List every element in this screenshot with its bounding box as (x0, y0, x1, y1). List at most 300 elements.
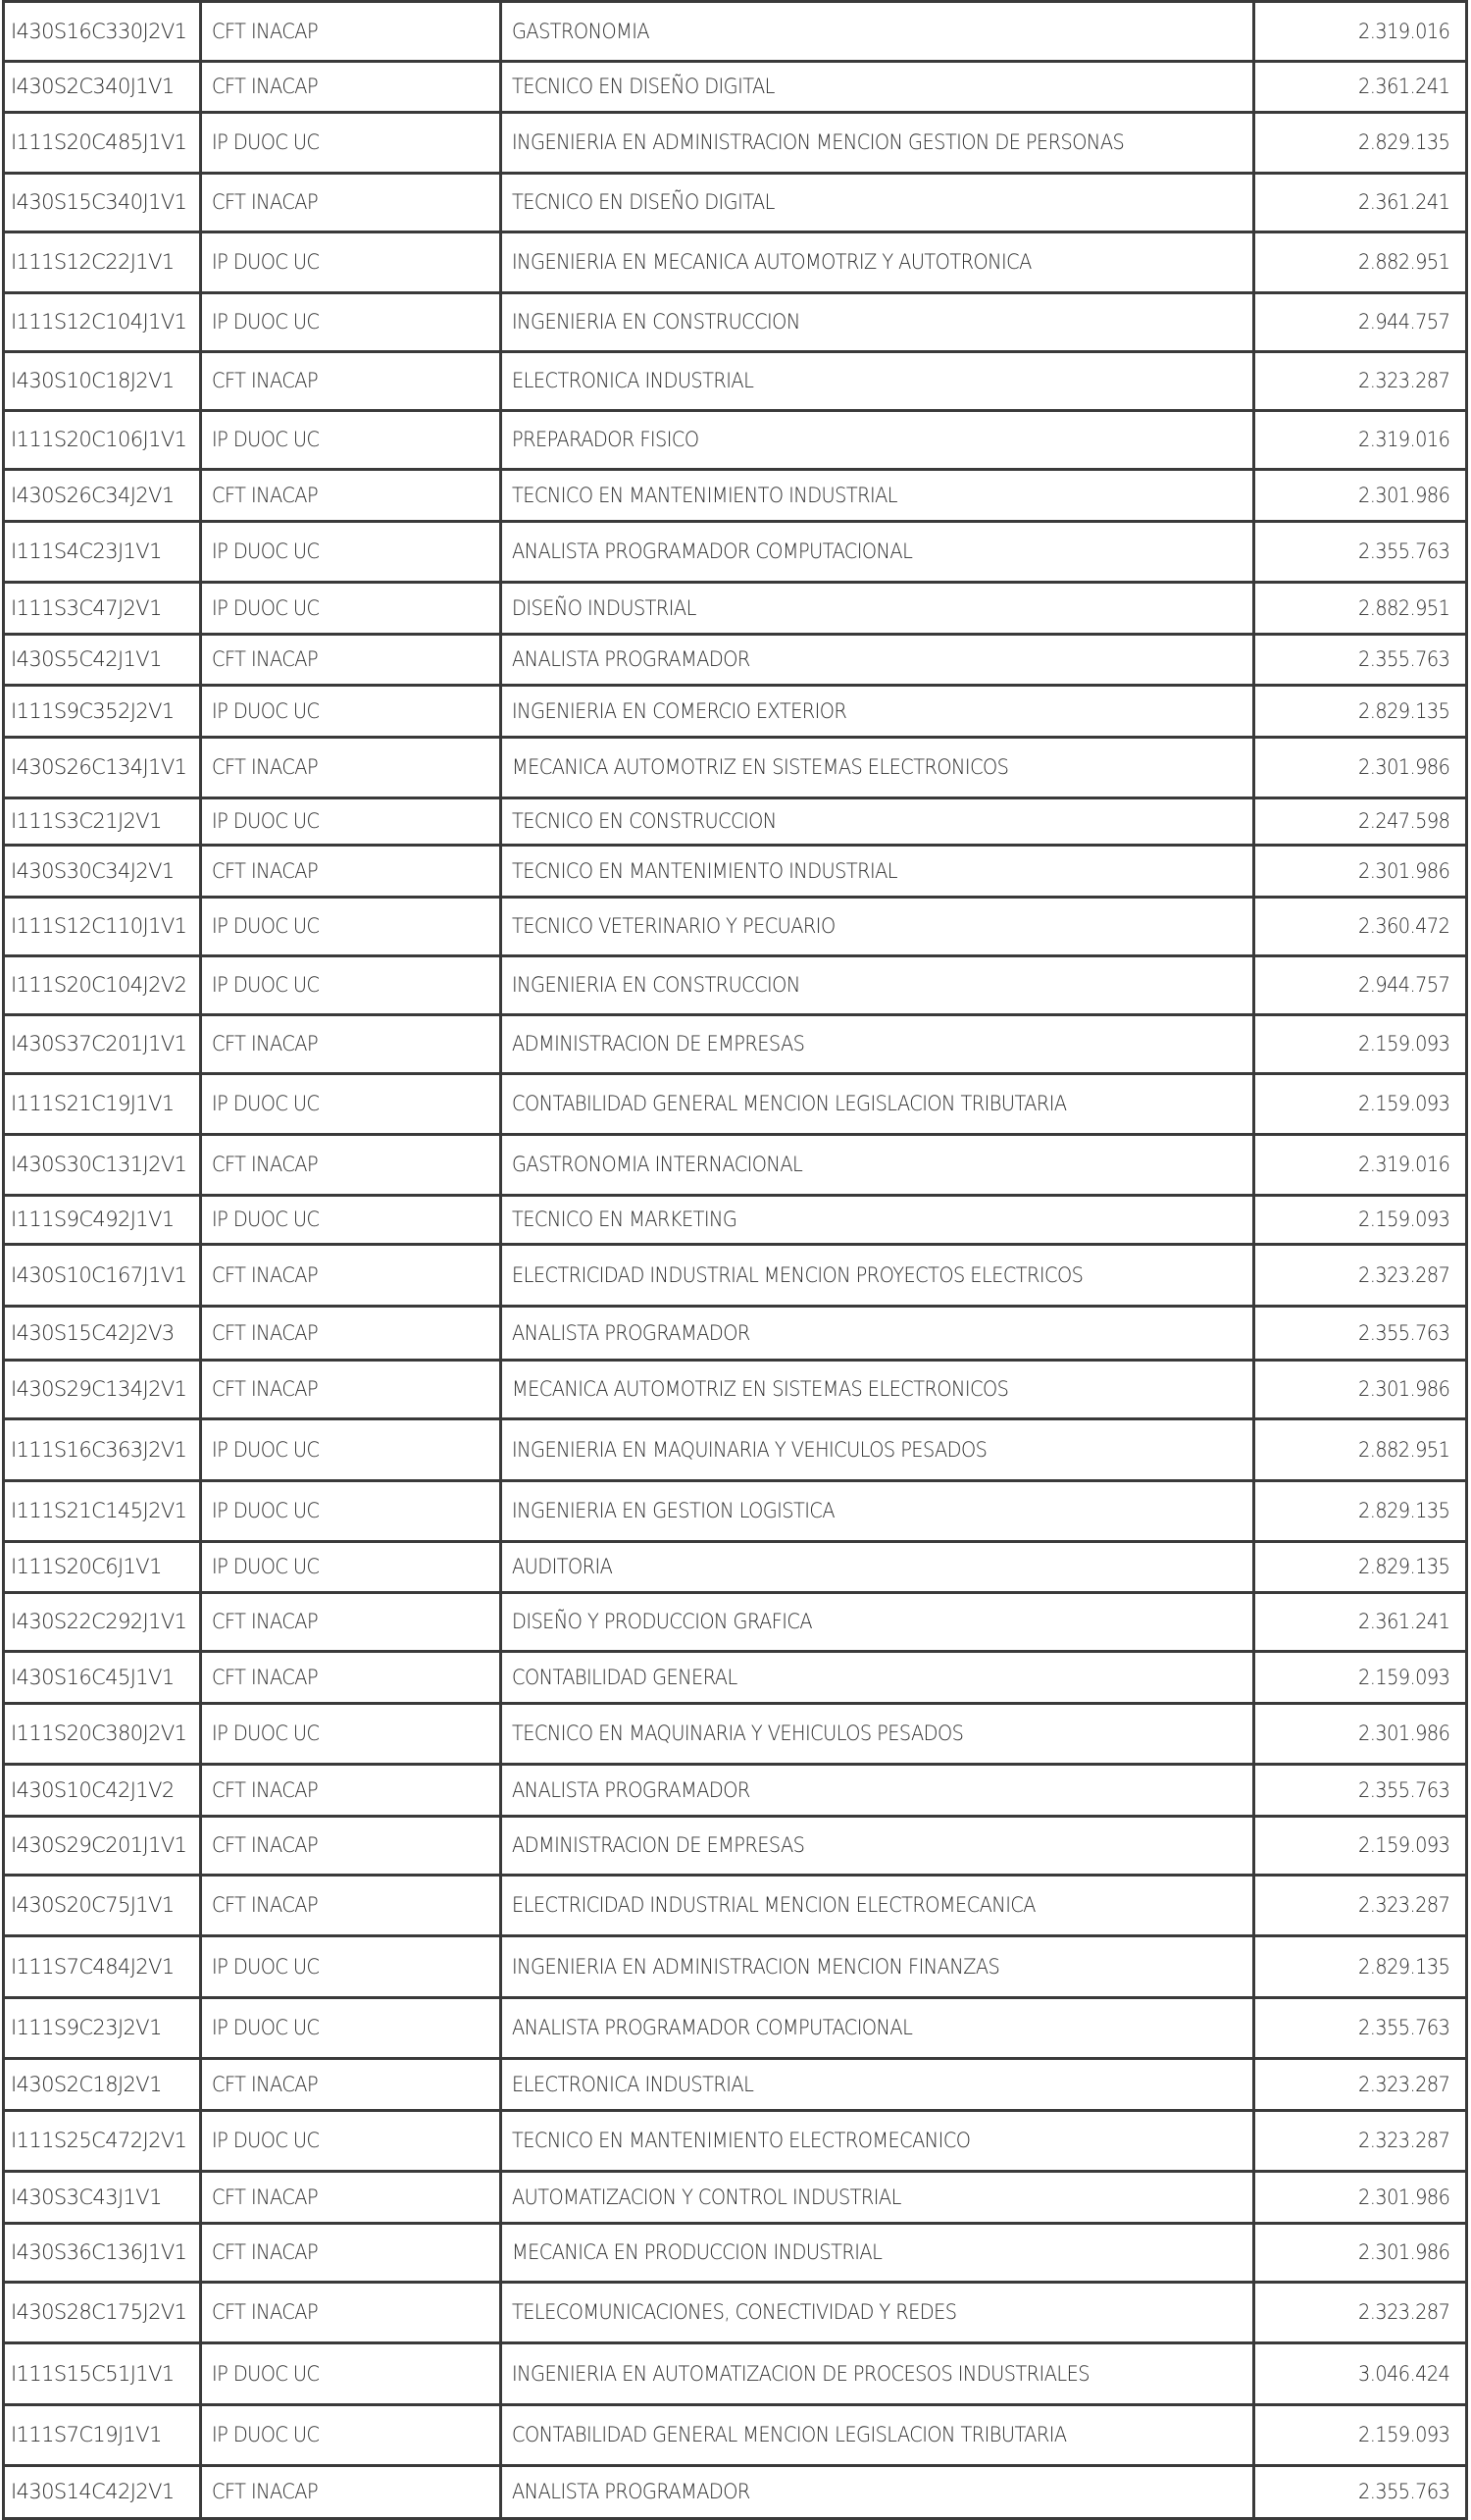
amount-cell (1254, 583, 1467, 635)
program-cell (501, 1765, 1254, 1817)
amount-cell-text: 3.046.424 (1357, 2361, 1449, 2386)
program-cell (501, 1876, 1254, 1936)
program-cell (501, 1817, 1254, 1876)
institution-cell-text: IP DUOC UC (212, 809, 320, 833)
code-cell-text: I430S2C18J2V1 (11, 2072, 162, 2096)
program-cell (501, 2172, 1254, 2224)
institution-cell (201, 293, 501, 352)
amount-cell-text: 2.944.757 (1357, 310, 1449, 334)
amount-cell-text: 2.355.763 (1357, 2480, 1449, 2503)
amount-cell (1254, 635, 1467, 686)
amount-cell-text: 2.361.241 (1357, 190, 1449, 214)
institution-cell-text: CFT INACAP (212, 755, 319, 779)
institution-cell-text: IP DUOC UC (212, 2423, 320, 2446)
code-cell (4, 1135, 201, 1196)
code-cell (4, 1593, 201, 1652)
table-row (4, 293, 1467, 352)
code-cell (4, 470, 201, 522)
amount-cell (1254, 1307, 1467, 1361)
institution-cell-text: CFT INACAP (212, 647, 319, 671)
table-row (4, 1419, 1467, 1481)
program-cell (501, 583, 1254, 635)
program-cell (501, 1936, 1254, 1998)
code-cell-text: I430S10C167J1V1 (11, 1262, 187, 1287)
institution-cell-text: CFT INACAP (212, 190, 319, 214)
amount-cell (1254, 2283, 1467, 2343)
table-row (4, 1245, 1467, 1307)
code-cell (4, 352, 201, 411)
amount-cell-text: 2.355.763 (1357, 540, 1449, 563)
amount-cell-text: 2.301.986 (1357, 1722, 1449, 1745)
institution-cell (201, 2111, 501, 2172)
code-cell-text: I430S2C340J1V1 (11, 75, 175, 98)
amount-cell (1254, 1593, 1467, 1652)
amount-cell (1254, 846, 1467, 898)
program-cell-text: CONTABILIDAD GENERAL MENCION LEGISLACION TRIBUTARIA (512, 2423, 1067, 2446)
institution-cell (201, 2224, 501, 2283)
amount-cell (1254, 1015, 1467, 1074)
program-cell-text: INGENIERIA EN CONSTRUCCION (512, 973, 800, 997)
table-row (4, 470, 1467, 522)
code-cell-text: I430S26C134J1V1 (11, 755, 187, 779)
program-cell-text: GASTRONOMIA INTERNACIONAL (512, 1153, 803, 1176)
amount-cell (1254, 738, 1467, 798)
code-cell (4, 1652, 201, 1704)
code-cell-text: I430S15C340J1V1 (11, 190, 187, 214)
amount-cell (1254, 1876, 1467, 1936)
program-cell-text: MECANICA EN PRODUCCION INDUSTRIAL (512, 2240, 883, 2264)
institution-cell-text: CFT INACAP (212, 1893, 319, 1917)
code-cell (4, 2172, 201, 2224)
code-cell-text: I111S4C23J1V1 (11, 540, 162, 563)
amount-cell (1254, 1361, 1467, 1419)
program-cell (501, 2059, 1254, 2111)
code-cell-text: I430S26C34J2V1 (11, 483, 175, 507)
institution-cell (201, 2172, 501, 2224)
institution-cell-text: IP DUOC UC (212, 2361, 320, 2386)
institution-cell (201, 2405, 501, 2466)
program-cell (501, 956, 1254, 1015)
program-cell-text: INGENIERIA EN ADMINISTRACION MENCION GESTION DE PERSONAS (512, 130, 1125, 154)
program-cell (501, 411, 1254, 470)
code-cell-text: I430S16C330J2V1 (11, 19, 187, 43)
amount-cell (1254, 522, 1467, 583)
code-cell-text: I430S29C201J1V1 (11, 1833, 187, 1857)
code-cell (4, 1015, 201, 1074)
amount-cell-text: 2.323.287 (1357, 2072, 1449, 2096)
amount-cell-text: 2.159.093 (1357, 1833, 1449, 1857)
table-row (4, 2, 1467, 62)
table-row (4, 2283, 1467, 2343)
program-cell (501, 2111, 1254, 2172)
amount-cell (1254, 1936, 1467, 1998)
table-row (4, 1876, 1467, 1936)
amount-cell-text: 2.323.287 (1357, 1262, 1449, 1287)
program-cell (501, 2, 1254, 62)
table-row (4, 898, 1467, 956)
institution-cell-text: IP DUOC UC (212, 1499, 320, 1522)
code-cell (4, 522, 201, 583)
institution-cell-text: IP DUOC UC (212, 914, 320, 938)
program-cell-text: CONTABILIDAD GENERAL (512, 1665, 737, 1689)
table-row (4, 62, 1467, 113)
amount-cell (1254, 2111, 1467, 2172)
institution-cell-text: CFT INACAP (212, 19, 319, 43)
amount-cell (1254, 1135, 1467, 1196)
institution-cell-text: IP DUOC UC (212, 973, 320, 997)
amount-cell (1254, 113, 1467, 174)
amount-cell-text: 2.829.135 (1357, 130, 1449, 154)
institution-cell (201, 1593, 501, 1652)
institution-cell (201, 352, 501, 411)
program-cell-text: ANALISTA PROGRAMADOR (512, 2480, 750, 2503)
institution-cell (201, 1652, 501, 1704)
amount-cell-text: 2.301.986 (1357, 483, 1449, 507)
table-row (4, 1998, 1467, 2059)
code-cell (4, 1419, 201, 1481)
program-cell (501, 1481, 1254, 1542)
code-cell-text: I111S7C484J2V1 (11, 1954, 175, 1979)
amount-cell (1254, 2059, 1467, 2111)
program-cell (501, 1652, 1254, 1704)
institution-cell-text: IP DUOC UC (212, 595, 320, 620)
code-cell (4, 293, 201, 352)
program-cell (501, 293, 1254, 352)
amount-cell-text: 2.882.951 (1357, 595, 1449, 620)
program-cell (501, 113, 1254, 174)
amount-cell-text: 2.159.093 (1357, 2423, 1449, 2446)
code-cell (4, 2283, 201, 2343)
code-cell (4, 2343, 201, 2405)
table-row (4, 2111, 1467, 2172)
code-cell-text: I111S15C51J1V1 (11, 2361, 175, 2386)
amount-cell-text: 2.829.135 (1357, 1954, 1449, 1979)
program-cell (501, 62, 1254, 113)
amount-cell-text: 2.301.986 (1357, 2240, 1449, 2264)
table-row (4, 1361, 1467, 1419)
code-cell-text: I111S16C363J2V1 (11, 1437, 187, 1462)
program-cell-text: INGENIERIA EN COMERCIO EXTERIOR (512, 698, 847, 723)
table-row (4, 798, 1467, 846)
code-cell (4, 232, 201, 293)
code-cell-text: I430S14C42J2V1 (11, 2480, 175, 2503)
code-cell (4, 411, 201, 470)
code-cell-text: I111S9C23J2V1 (11, 2016, 162, 2039)
amount-cell-text: 2.829.135 (1357, 1499, 1449, 1522)
code-cell-text: I430S30C131J2V1 (11, 1153, 187, 1176)
amount-cell-text: 2.355.763 (1357, 1320, 1449, 1345)
institution-cell (201, 583, 501, 635)
table-row (4, 1307, 1467, 1361)
amount-cell-text: 2.882.951 (1357, 1437, 1449, 1462)
amount-cell (1254, 1998, 1467, 2059)
program-cell-text: INGENIERIA EN MAQUINARIA Y VEHICULOS PESADOS (512, 1437, 988, 1462)
program-cell-text: ELECTRONICA INDUSTRIAL (512, 369, 754, 392)
institution-cell (201, 956, 501, 1015)
code-cell (4, 1542, 201, 1593)
amount-cell-text: 2.159.093 (1357, 1208, 1449, 1231)
program-cell-text: TECNICO EN MANTENIMIENTO ELECTROMECANICO (512, 2129, 971, 2152)
institution-cell-text: CFT INACAP (212, 1377, 319, 1401)
program-cell (501, 174, 1254, 232)
code-cell (4, 2059, 201, 2111)
institution-cell-text: CFT INACAP (212, 2240, 319, 2264)
institution-cell (201, 1765, 501, 1817)
amount-cell (1254, 1419, 1467, 1481)
code-cell (4, 1998, 201, 2059)
code-cell-text: I111S20C104J2V2 (11, 973, 187, 997)
program-cell (501, 2466, 1254, 2519)
institution-cell-text: IP DUOC UC (212, 2016, 320, 2039)
amount-cell (1254, 798, 1467, 846)
table-row (4, 1542, 1467, 1593)
code-cell (4, 2405, 201, 2466)
institution-cell (201, 2059, 501, 2111)
amount-cell (1254, 232, 1467, 293)
amount-cell (1254, 2224, 1467, 2283)
institution-cell-text: IP DUOC UC (212, 540, 320, 563)
code-cell (4, 1481, 201, 1542)
institution-cell-text: IP DUOC UC (212, 1437, 320, 1462)
program-cell-text: DISEÑO INDUSTRIAL (512, 595, 696, 620)
institution-cell-text: IP DUOC UC (212, 1722, 320, 1745)
amount-cell (1254, 411, 1467, 470)
institution-cell-text: IP DUOC UC (212, 1954, 320, 1979)
code-cell (4, 174, 201, 232)
amount-cell-text: 2.323.287 (1357, 1893, 1449, 1917)
code-cell-text: I111S12C104J1V1 (11, 310, 187, 334)
code-cell-text: I430S5C42J1V1 (11, 647, 162, 671)
code-cell (4, 2466, 201, 2519)
amount-cell-text: 2.247.598 (1357, 809, 1449, 833)
code-cell-text: I430S30C34J2V1 (11, 858, 175, 883)
program-cell-text: MECANICA AUTOMOTRIZ EN SISTEMAS ELECTRONICOS (512, 755, 1009, 779)
code-cell (4, 583, 201, 635)
amount-cell-text: 2.301.986 (1357, 1377, 1449, 1401)
amount-cell-text: 2.944.757 (1357, 973, 1449, 997)
code-cell-text: I111S7C19J1V1 (11, 2423, 162, 2446)
institution-cell-text: CFT INACAP (212, 369, 319, 392)
table-body (4, 2, 1467, 2519)
program-cell-text: GASTRONOMIA (512, 19, 650, 43)
program-cell (501, 2283, 1254, 2343)
institution-cell (201, 1135, 501, 1196)
institution-cell (201, 1998, 501, 2059)
amount-cell (1254, 352, 1467, 411)
institution-cell-text: CFT INACAP (212, 1665, 319, 1689)
institution-cell (201, 1876, 501, 1936)
institution-cell-text: CFT INACAP (212, 1032, 319, 1055)
amount-cell-text: 2.159.093 (1357, 1665, 1449, 1689)
institution-cell (201, 1419, 501, 1481)
code-cell-text: I111S12C110J1V1 (11, 914, 187, 938)
program-cell (501, 1135, 1254, 1196)
amount-cell (1254, 1704, 1467, 1765)
program-cell (501, 635, 1254, 686)
amount-cell (1254, 293, 1467, 352)
table-row (4, 583, 1467, 635)
program-cell-text: ANALISTA PROGRAMADOR COMPUTACIONAL (512, 2016, 913, 2039)
program-cell-text: ANALISTA PROGRAMADOR COMPUTACIONAL (512, 540, 913, 563)
table-row (4, 1704, 1467, 1765)
institution-cell-text: CFT INACAP (212, 483, 319, 507)
amount-cell-text: 2.301.986 (1357, 755, 1449, 779)
program-cell-text: TECNICO EN MANTENIMIENTO INDUSTRIAL (512, 483, 897, 507)
institution-cell (201, 2466, 501, 2519)
program-cell (501, 1542, 1254, 1593)
institution-cell (201, 411, 501, 470)
institution-cell-text: IP DUOC UC (212, 428, 320, 451)
careers-cost-table (2, 0, 1468, 2520)
institution-cell-text: CFT INACAP (212, 1777, 319, 1802)
amount-cell-text: 2.361.241 (1357, 1610, 1449, 1633)
amount-cell-text: 2.355.763 (1357, 1777, 1449, 1802)
program-cell (501, 1245, 1254, 1307)
program-cell (501, 1593, 1254, 1652)
institution-cell (201, 2, 501, 62)
code-cell-text: I430S3C43J1V1 (11, 2185, 162, 2209)
amount-cell (1254, 2, 1467, 62)
program-cell-text: TECNICO EN MANTENIMIENTO INDUSTRIAL (512, 858, 897, 883)
code-cell (4, 2111, 201, 2172)
institution-cell (201, 1015, 501, 1074)
institution-cell (201, 798, 501, 846)
institution-cell (201, 1361, 501, 1419)
amount-cell-text: 2.323.287 (1357, 369, 1449, 392)
amount-cell-text: 2.301.986 (1357, 2185, 1449, 2209)
program-cell (501, 1307, 1254, 1361)
amount-cell (1254, 1652, 1467, 1704)
code-cell-text: I430S36C136J1V1 (11, 2240, 187, 2264)
program-cell (501, 1074, 1254, 1135)
amount-cell (1254, 2343, 1467, 2405)
program-cell (501, 898, 1254, 956)
code-cell (4, 1307, 201, 1361)
code-cell (4, 113, 201, 174)
program-cell (501, 798, 1254, 846)
program-cell (501, 686, 1254, 738)
table-row (4, 2466, 1467, 2519)
code-cell (4, 1876, 201, 1936)
program-cell-text: TELECOMUNICACIONES, CONECTIVIDAD Y REDES (512, 2300, 957, 2324)
institution-cell-text: IP DUOC UC (212, 1555, 320, 1578)
amount-cell-text: 2.323.287 (1357, 2300, 1449, 2324)
code-cell (4, 2, 201, 62)
code-cell-text: I111S20C380J2V1 (11, 1722, 187, 1745)
program-cell (501, 846, 1254, 898)
table-row (4, 1015, 1467, 1074)
institution-cell-text: IP DUOC UC (212, 130, 320, 154)
table-row (4, 2343, 1467, 2405)
code-cell (4, 898, 201, 956)
amount-cell-text: 2.319.016 (1357, 19, 1449, 43)
institution-cell-text: CFT INACAP (212, 2480, 319, 2503)
amount-cell (1254, 686, 1467, 738)
institution-cell-text: CFT INACAP (212, 1610, 319, 1633)
code-cell (4, 1704, 201, 1765)
table-row (4, 1196, 1467, 1245)
amount-cell (1254, 1542, 1467, 1593)
amount-cell (1254, 956, 1467, 1015)
code-cell-text: I430S28C175J2V1 (11, 2300, 187, 2324)
table-row (4, 411, 1467, 470)
amount-cell (1254, 1765, 1467, 1817)
program-cell-text: ADMINISTRACION DE EMPRESAS (512, 1833, 805, 1857)
table-row (4, 738, 1467, 798)
institution-cell-text: CFT INACAP (212, 75, 319, 98)
table-row (4, 635, 1467, 686)
table-row (4, 1593, 1467, 1652)
institution-cell (201, 62, 501, 113)
institution-cell (201, 1542, 501, 1593)
code-cell-text: I111S21C145J2V1 (11, 1499, 187, 1522)
program-cell (501, 2224, 1254, 2283)
code-cell (4, 798, 201, 846)
program-cell (501, 2405, 1254, 2466)
institution-cell (201, 1936, 501, 1998)
institution-cell (201, 635, 501, 686)
program-cell-text: INGENIERIA EN AUTOMATIZACION DE PROCESOS INDUSTRIALES (512, 2361, 1090, 2386)
program-cell-text: INGENIERIA EN MECANICA AUTOMOTRIZ Y AUTOTRONICA (512, 250, 1032, 274)
institution-cell (201, 522, 501, 583)
amount-cell (1254, 1074, 1467, 1135)
code-cell-text: I111S9C352J2V1 (11, 698, 175, 723)
program-cell-text: AUDITORIA (512, 1555, 613, 1578)
amount-cell (1254, 470, 1467, 522)
code-cell (4, 1817, 201, 1876)
program-cell-text: ANALISTA PROGRAMADOR (512, 647, 750, 671)
amount-cell-text: 2.882.951 (1357, 250, 1449, 274)
institution-cell (201, 232, 501, 293)
table-row (4, 1481, 1467, 1542)
amount-cell-text: 2.360.472 (1357, 914, 1449, 938)
program-cell (501, 1419, 1254, 1481)
program-cell (501, 522, 1254, 583)
table-row (4, 174, 1467, 232)
program-cell (501, 352, 1254, 411)
institution-cell (201, 1307, 501, 1361)
table-row (4, 1652, 1467, 1704)
program-cell-text: ELECTRICIDAD INDUSTRIAL MENCION PROYECTOS ELECTRICOS (512, 1262, 1084, 1287)
table-row (4, 1074, 1467, 1135)
program-cell-text: TECNICO EN DISEÑO DIGITAL (512, 75, 775, 98)
table-row (4, 846, 1467, 898)
institution-cell (201, 470, 501, 522)
code-cell (4, 738, 201, 798)
program-cell (501, 1998, 1254, 2059)
code-cell-text: I111S20C485J1V1 (11, 130, 187, 154)
program-cell-text: INGENIERIA EN CONSTRUCCION (512, 310, 800, 334)
amount-cell (1254, 1245, 1467, 1307)
table-row (4, 2172, 1467, 2224)
table-row (4, 2059, 1467, 2111)
program-cell-text: ELECTRONICA INDUSTRIAL (512, 2072, 754, 2096)
code-cell (4, 1765, 201, 1817)
amount-cell (1254, 1817, 1467, 1876)
program-cell-text: CONTABILIDAD GENERAL MENCION LEGISLACION TRIBUTARIA (512, 1092, 1067, 1115)
institution-cell (201, 1704, 501, 1765)
amount-cell (1254, 2466, 1467, 2519)
program-cell-text: DISEÑO Y PRODUCCION GRAFICA (512, 1610, 813, 1633)
program-cell-text: TECNICO VETERINARIO Y PECUARIO (512, 914, 836, 938)
institution-cell-text: IP DUOC UC (212, 310, 320, 334)
code-cell (4, 62, 201, 113)
institution-cell-text: IP DUOC UC (212, 1208, 320, 1231)
program-cell (501, 738, 1254, 798)
institution-cell (201, 1817, 501, 1876)
code-cell-text: I111S3C21J2V1 (11, 809, 162, 833)
amount-cell (1254, 2405, 1467, 2466)
